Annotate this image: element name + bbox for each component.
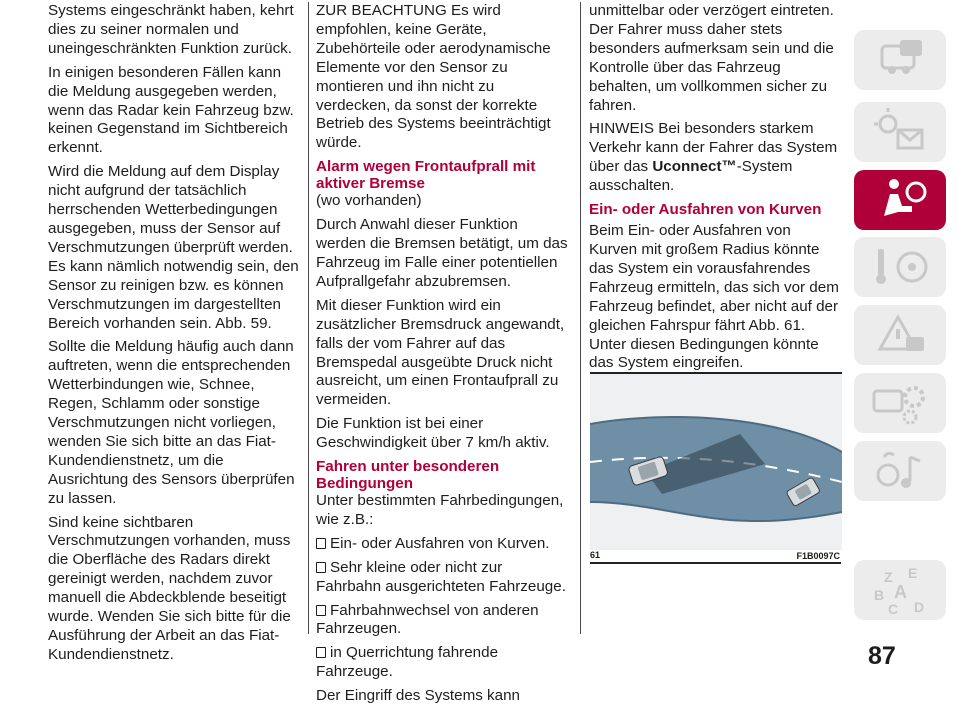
svg-text:B: B — [874, 587, 885, 603]
tab-car-dashboard[interactable] — [854, 30, 946, 90]
column-divider — [580, 2, 581, 634]
paragraph: Der Eingriff des Systems kann — [316, 687, 520, 705]
text-column-3 — [589, 2, 843, 378]
tab-emergency[interactable] — [854, 305, 946, 365]
road-curve-illustration — [590, 372, 842, 550]
warning-lights-icon — [854, 102, 946, 162]
start-driving-icon — [854, 237, 946, 297]
figure-caption — [590, 550, 840, 561]
list-item-text: Fahrbahnwechsel von anderen Fahrzeugen. — [316, 601, 539, 638]
maintenance-gears-icon — [854, 373, 946, 433]
figure-curve-illustration — [590, 372, 842, 550]
section-heading-collision-alarm: Alarm wegen Frontaufprall mit aktiver Bremse — [316, 158, 536, 193]
paragraph: Die Funktion ist bei einer Geschwindigkeit über 7 km/h aktiv. — [316, 415, 550, 452]
checkbox-bullet-icon — [316, 538, 326, 549]
column-divider — [308, 2, 309, 634]
tab-multimedia[interactable] — [854, 441, 946, 501]
tab-index[interactable] — [854, 560, 946, 620]
hint-paragraph — [589, 120, 843, 196]
section-heading-special-conditions: Fahren unter besonderen Bedingungen — [316, 458, 500, 493]
availability-note: (wo vorhanden) — [316, 192, 422, 210]
list-item-text: in Querrichtung fahrende Fahrzeuge. — [316, 644, 499, 681]
tab-maintenance[interactable] — [854, 373, 946, 433]
svg-text:A: A — [894, 582, 907, 602]
emergency-triangle-icon — [854, 305, 946, 365]
text-column-2 — [316, 2, 568, 711]
list-item-text: Sehr kleine oder nicht zur Fahrbahn ausgerichteten Fahrzeuge. — [316, 558, 566, 595]
paragraph: Durch Anwahl dieser Funktion werden die Bremsen betätigt, um das Fahrzeug im Falle einer potentiellen Aufprallgefahr abzubremsen. — [316, 216, 568, 290]
paragraph: In einigen besonderen Fällen kann die Meldung ausgegeben werden, wenn das Radar kein Fahrzeug bzw. keinen Gegenstand im Sichtbereich erkennt. — [48, 63, 294, 157]
text-column-1 — [48, 2, 300, 670]
list-item-text: Ein- oder Ausfahren von Kurven. — [330, 534, 550, 552]
paragraph: Sind keine sichtbaren Verschmutzungen vorhanden, muss die Oberfläche des Radars direkt gereinigt werden, nachdem zuvor manuell die Abdeckblende beseitigt wurde. Wenden Sie sich bitte für die Ausführung der Arbeit an das Fiat-Kundendienstnetz. — [48, 513, 291, 663]
checkbox-bullet-icon — [316, 605, 326, 616]
svg-text:Z: Z — [884, 569, 893, 585]
list-item — [316, 644, 568, 682]
paragraph: unmittelbar oder verzögert eintreten. Der Fahrer muss daher stets besonders aufmerksam sein und die Kontrolle über das Fahrzeug behalten, um vollkommen sicher zu fahren. — [589, 2, 834, 114]
multimedia-icon — [854, 441, 946, 501]
figure-number: 61 — [590, 550, 601, 560]
figure-code: F1B0097C — [796, 551, 840, 561]
paragraph: Beim Ein- oder Ausfahren von Kurven mit großem Radius könnte das System ein vorausfahrendes Fahrzeug ermitteln, das sich vor dem Fahrzeug befindet, aber nicht auf der gleichen Fahrspur fährt Abb. 61. Unter diesen Bedingungen könnte das System eingreifen. — [589, 222, 839, 372]
list-item — [316, 602, 568, 640]
list-item — [316, 559, 568, 597]
tab-warning-lights[interactable] — [854, 102, 946, 162]
svg-text:E: E — [908, 565, 918, 581]
checkbox-bullet-icon — [316, 562, 326, 573]
paragraph: Wird die Meldung auf dem Display nicht aufgrund der tatsächlich herrschenden Wetterbedingungen ausgegeben, muss der Sensor auf Verschmutzungen überprüft werden. Es kann nämlich notwendig sein, den Sensor zu reinigen bzw. es können Verschmutzungen im dargestellten Bereich vorhanden sein. Abb. 59. — [48, 163, 299, 332]
paragraph: Sollte die Meldung häufig auch dann auftreten, wenn die entsprechenden Wetterbindungen wie, Schnee, Regen, Schlamm oder sonstige Verschmutzungen nicht vorliegen, wenden Sie sich bitte an das Fiat-Kundendienstnetz, um die Ausrichtung des Sensors überprüfen zu lassen. — [48, 338, 295, 507]
checkbox-bullet-icon — [316, 647, 326, 658]
hint-text: -System ausschalten. — [589, 158, 793, 195]
paragraph: Mit dieser Funktion wird ein zusätzlicher Bremsdruck angewandt, falls der vom Fahrer auf das Bremspedal ausgeübte Druck nicht ausreicht, um einen Frontaufprall zu vermeiden. — [316, 296, 565, 409]
note-paragraph: ZUR BEACHTUNG Es wird empfohlen, keine Geräte, Zubehörteile oder aerodynamische Elemente vor den Sensor zu montieren und ihn nicht zu verdecken, da sonst der korrekte Betrieb des Systems beeinträchtigt würde. — [316, 2, 551, 152]
paragraph: Unter bestimmten Fahrbedingungen, wie z.B.: — [316, 492, 564, 528]
tab-safety[interactable] — [854, 170, 946, 230]
airbag-seat-icon — [854, 170, 946, 230]
index-letters-icon — [854, 560, 946, 620]
svg-text:C: C — [888, 601, 899, 617]
section-heading-curves: Ein- oder Ausfahren von Kurven — [589, 201, 822, 219]
hint-text: HINWEIS Bei besonders starkem Verkehr kann der Fahrer das System über das — [589, 120, 838, 176]
car-dashboard-icon — [854, 30, 946, 90]
list-item — [316, 535, 568, 554]
svg-text:D: D — [914, 599, 925, 615]
paragraph: Systems eingeschränkt haben, kehrt dies zu seiner normalen und uneingeschränkten Funktion zurück. — [48, 2, 294, 57]
uconnect-label: Uconnect™ — [652, 158, 737, 176]
tab-start-driving[interactable] — [854, 237, 946, 297]
figure-divider — [590, 562, 841, 564]
page-number: 87 — [868, 642, 896, 670]
